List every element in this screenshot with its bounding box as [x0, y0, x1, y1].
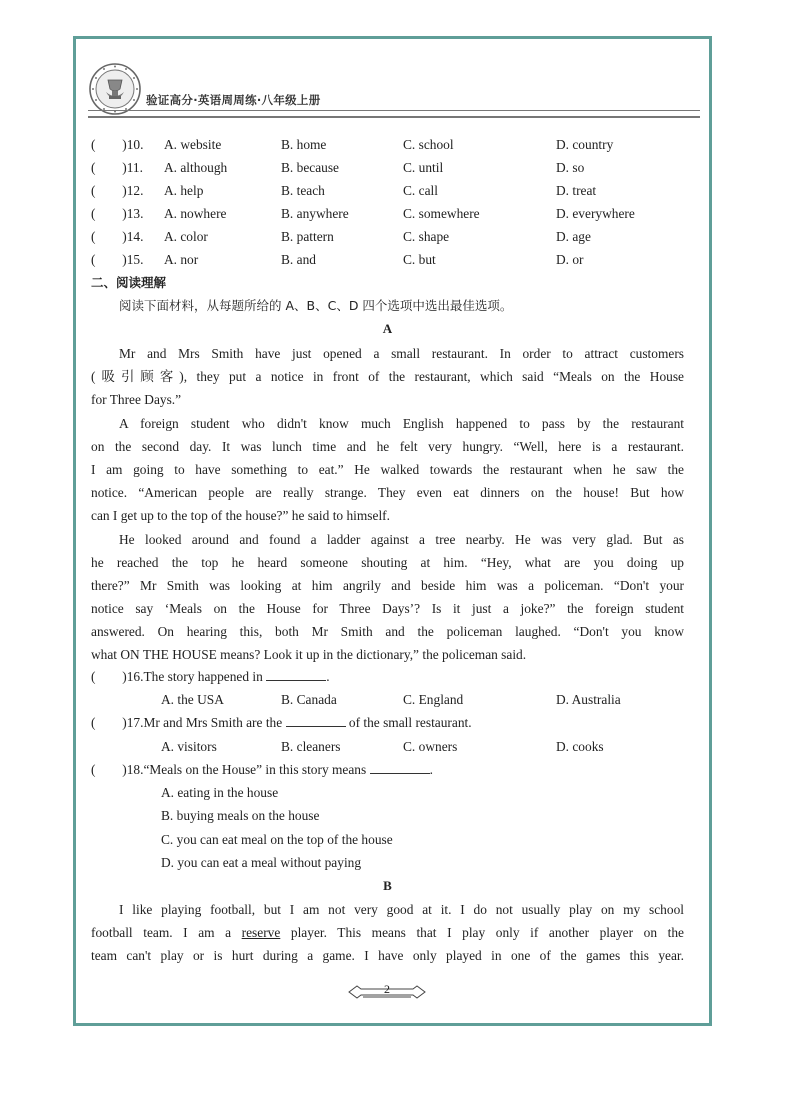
- passage-line: Mr and Mrs Smith have just opened a small restaurant. In order to attract customers: [119, 346, 684, 361]
- question-number: ( )17.: [91, 715, 144, 730]
- page-number: 2: [384, 982, 390, 996]
- option-a: A. eating in the house: [161, 785, 279, 800]
- option-b: B. teach: [281, 183, 325, 198]
- option-c: C. somewhere: [403, 206, 480, 221]
- header-divider: [88, 110, 700, 118]
- question-number: ( )13.: [91, 206, 144, 221]
- section-instruction: 阅读下面材料，从每题所给的 A、B、C、D 四个选项中选出最佳选项。: [119, 298, 513, 313]
- option-a: A. help: [164, 183, 204, 198]
- option-b: B. and: [281, 252, 316, 267]
- seal-logo: [88, 62, 142, 116]
- option-b: B. because: [281, 160, 340, 175]
- passage-a-label: A: [382, 321, 393, 336]
- question-18-stem: ( )18.“Meals on the House” in this story means .: [91, 759, 433, 781]
- option-row: [91, 134, 691, 156]
- section-title: 二、阅读理解: [91, 275, 167, 290]
- question-number: ( )16.: [91, 669, 144, 684]
- option-row: [91, 736, 691, 758]
- passage-line: for Three Days.”: [91, 392, 182, 407]
- answer-blank: [370, 759, 430, 774]
- passage-line: I am going to have something to eat.” He walked towards the restaurant when he saw the: [91, 462, 684, 477]
- option-d: D. you can eat a meal without paying: [161, 855, 362, 870]
- option-b: B. home: [281, 137, 327, 152]
- option-a: A. nor: [164, 252, 199, 267]
- option-a: A. visitors: [161, 739, 217, 754]
- question-16-stem: ( )16.The story happened in .: [91, 666, 330, 688]
- header-title: 验证高分·英语周周练·八年级上册: [146, 93, 321, 107]
- answer-blank: [286, 712, 346, 727]
- page-header: [88, 62, 700, 116]
- option-b: B. Canada: [281, 692, 337, 707]
- question-text: Mr and Mrs Smith are the: [143, 715, 283, 730]
- answer-blank: [266, 666, 326, 681]
- option-d: D. age: [556, 229, 591, 244]
- option-b: B. cleaners: [281, 739, 341, 754]
- question-text: “Meals on the House” in this story means: [143, 762, 367, 777]
- question-number: ( )15.: [91, 252, 144, 267]
- passage-line: A foreign student who didn't know much English happened to pass by the restaurant: [119, 416, 684, 431]
- option-row: [91, 689, 691, 711]
- option-d: D. everywhere: [556, 206, 635, 221]
- option-c: C. shape: [403, 229, 450, 244]
- question-text: of the small restaurant.: [348, 715, 472, 730]
- passage-line: there?” Mr Smith was looking at him angrily and beside him was a policeman. “Don't your: [91, 578, 684, 593]
- option-a: A. website: [164, 137, 222, 152]
- underlined-word: reserve: [241, 925, 281, 940]
- option-d: D. treat: [556, 183, 597, 198]
- option-d: D. so: [556, 160, 585, 175]
- option-d: D. or: [556, 252, 584, 267]
- passage-text: football team. I am a: [91, 925, 232, 940]
- option-b: B. pattern: [281, 229, 334, 244]
- option-c: C. call: [403, 183, 438, 198]
- option-c: C. until: [403, 160, 444, 175]
- question-number: ( )18.: [91, 762, 144, 777]
- option-a: A. color: [164, 229, 208, 244]
- passage-line: answered. On hearing this, both Mr Smith and the policeman laughed. “Don't you know: [91, 624, 684, 639]
- option-b: B. anywhere: [281, 206, 349, 221]
- option-d: D. Australia: [556, 692, 621, 707]
- option-a: A. although: [164, 160, 228, 175]
- option-a: A. nowhere: [164, 206, 227, 221]
- option-c: C. England: [403, 692, 464, 707]
- option-b: B. buying meals on the house: [161, 808, 320, 823]
- option-row: [91, 157, 691, 179]
- question-number: ( )14.: [91, 229, 144, 244]
- question-number: ( )12.: [91, 183, 144, 198]
- passage-line: can I get up to the top of the house?” he said to himself.: [91, 508, 390, 523]
- passage-line: notice say ‘Meals on the House for Three Days’? Is it just a joke?” the foreign student: [91, 601, 684, 616]
- passage-line: he reached the top he heard someone shouting at him. “Hey, what are you doing up: [91, 555, 684, 570]
- option-a: A. the USA: [161, 692, 224, 707]
- option-row: [91, 203, 691, 225]
- option-row: [91, 180, 691, 202]
- option-c: C. school: [403, 137, 454, 152]
- passage-line: team can't play or is hurt during a game. I have only played in one of the games this year.: [91, 948, 684, 963]
- passage-text: player. This means that I play only if another player on the: [290, 925, 684, 940]
- option-d: D. country: [556, 137, 614, 152]
- option-row: [91, 226, 691, 248]
- passage-b-label: B: [383, 878, 392, 893]
- passage-line: notice. “American people are really strange. They even eat dinners on the house! But how: [91, 485, 684, 500]
- page-number-badge: [347, 984, 427, 1000]
- question-17-stem: [91, 712, 472, 734]
- option-c: C. you can eat meal on the top of the house: [161, 832, 393, 847]
- passage-line: I like playing football, but I am not very good at it. I do not usually play on my school: [119, 902, 684, 917]
- passage-line: He looked around and found a ladder against a tree nearby. He was very glad. But as: [119, 532, 684, 547]
- option-c: C. but: [403, 252, 436, 267]
- question-text: The story happened in: [143, 669, 263, 684]
- passage-line: [91, 921, 684, 944]
- option-row: [91, 249, 691, 271]
- question-number: ( )10.: [91, 137, 144, 152]
- option-c: C. owners: [403, 739, 458, 754]
- passage-line: on the second day. It was lunch time and he felt very hungry. “Well, here is a restaurant.: [91, 439, 684, 454]
- passage-line: (吸引顾客), they put a notice in front of the restaurant, which said “Meals on the House: [91, 369, 684, 384]
- question-number: ( )11.: [91, 160, 143, 175]
- option-d: D. cooks: [556, 739, 604, 754]
- passage-line: what ON THE HOUSE means? Look it up in the dictionary,” the policeman said.: [91, 647, 527, 662]
